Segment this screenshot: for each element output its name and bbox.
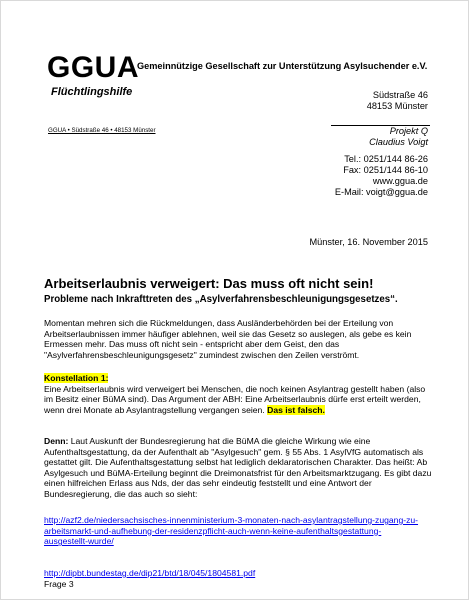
- website: www.ggua.de: [372, 176, 428, 186]
- contact-person: Claudius Voigt: [369, 137, 428, 147]
- contact-block: [335, 126, 428, 198]
- intro-paragraph: Momentan mehren sich die Rückmeldungen, dass Ausländerbehörden bei der Erteilung von Arbeitserlaubnissen immer häufiger ablehnen, weil sie das Gesetz so auslegen, als gebe es kein Ermessen mehr. Das muss oft nicht sein - entspricht aber dem Geist, den das "Asylverfahrensbeschleunigungsgesetz" zumindest zwischen den Zeilen verströmt.: [44, 318, 412, 360]
- email: E-Mail: voigt@ggua.de: [334, 187, 428, 197]
- letter-subtitle: Probleme nach Inkrafttreten des „Asylverfahrensbeschleunigungsgesetzes“.: [44, 294, 398, 305]
- organization-name: Gemeinnützige Gesellschaft zur Unterstützung Asylsuchender e.V.: [137, 61, 428, 71]
- highlighted-statement: Das ist falsch.: [267, 404, 325, 415]
- logo-subtitle: Flüchtlingshilfe: [51, 86, 133, 98]
- letter-title: Arbeitserlaubnis verweigert: Das muss oft nicht sein!: [44, 276, 374, 291]
- project-name: Projekt Q: [389, 126, 428, 136]
- sender-line: GGUA • Südstraße 46 • 48153 Münster: [48, 127, 156, 134]
- bundestag-link[interactable]: http://dipbt.bundestag.de/dip21/btd/18/045/1804581.pdf: [44, 568, 256, 578]
- address-block: [367, 90, 428, 112]
- link-block: [44, 515, 424, 547]
- frage-label: Frage 3: [44, 579, 74, 589]
- konstellation-paragraph: [44, 373, 434, 415]
- azf2-link[interactable]: http://azf2.de/niedersachsisches-innenministerium-3-monaten-nach-asylantragstellung-zugang-zu-arbeitsmarkt-und-aufhebung-der-residenzpflicht-auch-wenn-keine-aufenthaltsgestattung-ausgestellt-wurde/: [44, 515, 419, 547]
- denn-text: Laut Auskunft der Bundesregierung hat die BüMA die gleiche Wirkung wie eine Aufenthaltsgestattung, da der Aufenthalt ab "Asylgesuch" gem. § 55 Abs. 1 AsylVfG automatisch als gestattet gilt. Die Aufenthaltsgestattung selbst hat lediglich deklaratorischen Charakter. Das heißt: Ab Asylgesuch und BüMA-Erteilung beginnt die Dreimonatsfrist für den Arbeitsmarktzugang. Es gibt dazu einen hilfreichen Erlass aus Nds, der das sehr eindeutig feststellt und eine Antwort der Bundesregierung, die das auch so sieht:: [44, 436, 432, 499]
- letter-date: Münster, 16. November 2015: [309, 237, 428, 247]
- denn-paragraph: [44, 436, 434, 500]
- address-street: Südstraße 46: [372, 90, 428, 100]
- fax-number: Fax: 0251/144 86-10: [343, 165, 428, 175]
- denn-label: Denn:: [44, 436, 69, 446]
- konstellation-text: Eine Arbeitserlaubnis wird verweigert bei Menschen, die noch keinen Asylantrag gestellt haben (also im Besitz einer BüMA sind). Das Argument der ABH: Eine Arbeitserlaubnis dürfe erst erteilt werden, wenn drei Monate ab Asylantragstellung vergangen seien.: [44, 383, 426, 415]
- ggua-logo: GGUA: [47, 51, 139, 84]
- konstellation-label: Konstellation 1:: [44, 373, 109, 383]
- phone-number: Tel.: 0251/144 86-26: [344, 154, 428, 164]
- address-city: 48153 Münster: [366, 101, 428, 111]
